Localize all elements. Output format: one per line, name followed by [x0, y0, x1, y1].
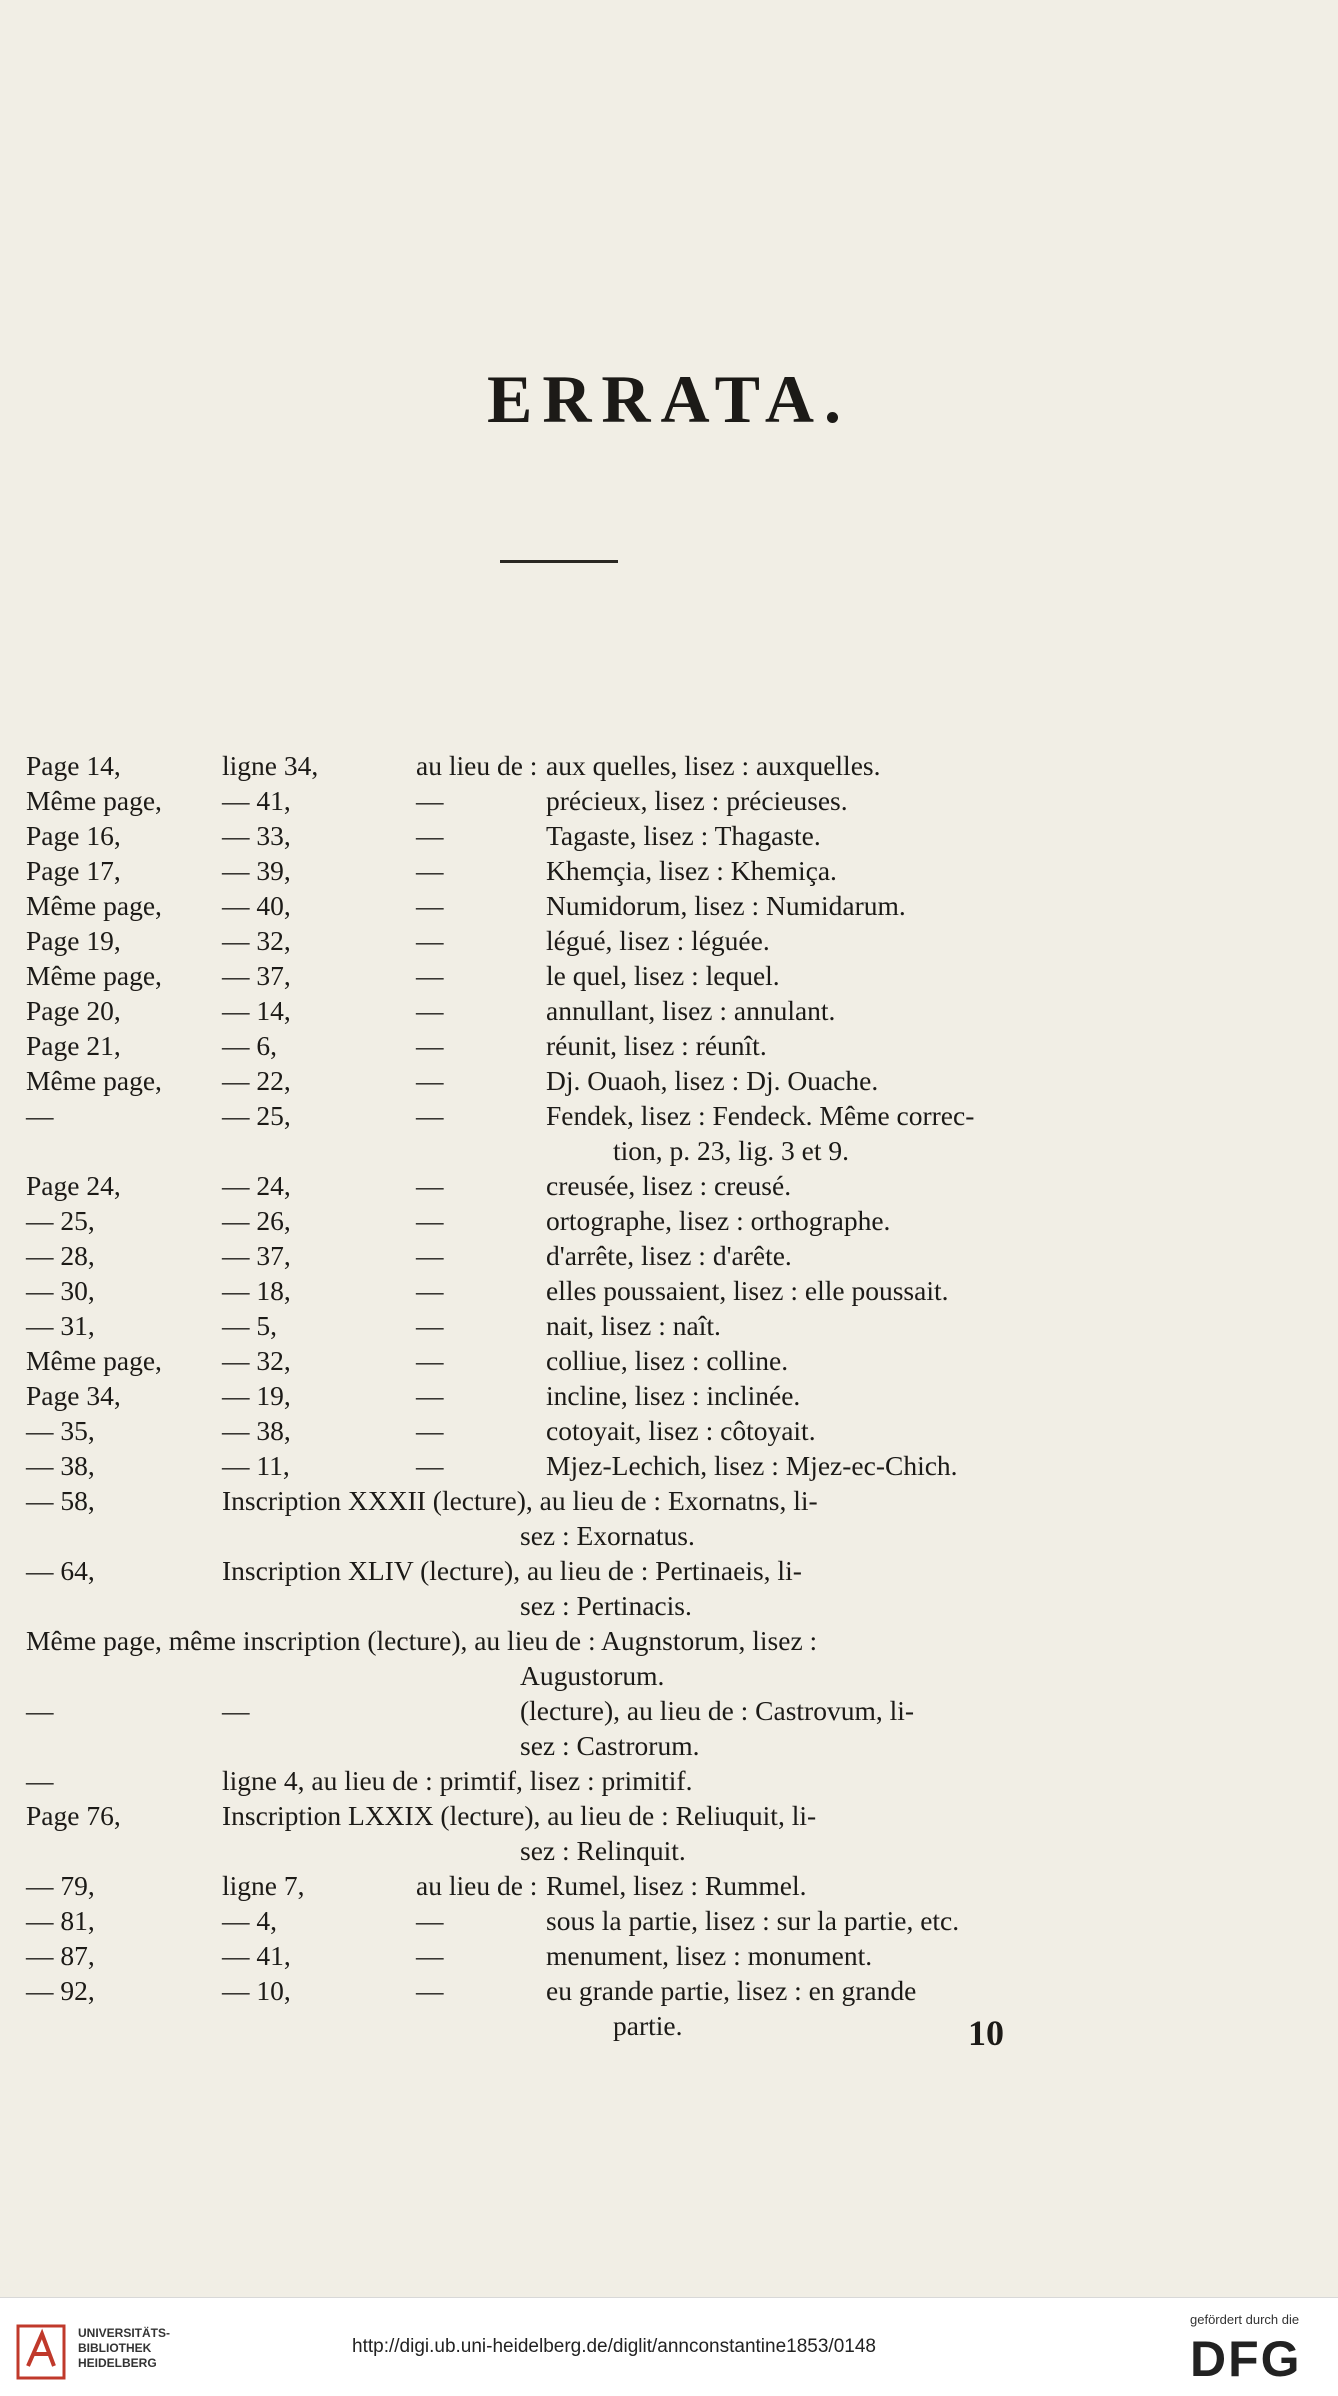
errata-cell-a: Page 19,	[26, 925, 121, 956]
errata-cell-c: —	[416, 960, 444, 991]
errata-cell-c: —	[416, 820, 444, 851]
errata-cell-b: — 41,	[222, 1940, 291, 1971]
university-library-logo-icon[interactable]	[14, 2322, 68, 2382]
errata-cell-b: — 14,	[222, 995, 291, 1026]
errata-cell-a: — 64,	[26, 1555, 95, 1586]
errata-cell-a: Page 17,	[26, 855, 121, 886]
errata-cell-wide: Inscription XXXII (lecture), au lieu de : Exornatns, li-	[222, 1485, 818, 1516]
errata-cell-d: précieux, lisez : précieuses.	[546, 785, 848, 816]
errata-cell-a: — 92,	[26, 1975, 95, 2006]
errata-row	[26, 1308, 1116, 1343]
errata-cell-a: — 58,	[26, 1485, 95, 1516]
errata-cell-a: —	[26, 1695, 54, 1726]
errata-row	[26, 783, 1116, 818]
errata-cell-d: Khemçia, lisez : Khemiça.	[546, 855, 837, 886]
errata-cell-a: — 38,	[26, 1450, 95, 1481]
errata-cell-a: — 81,	[26, 1905, 95, 1936]
errata-row	[26, 1693, 1116, 1728]
errata-row	[26, 1938, 1116, 1973]
funded-by-label: gefördert durch die	[1190, 2312, 1300, 2327]
errata-cell-b: — 39,	[222, 855, 291, 886]
errata-cell-wide: Inscription XLIV (lecture), au lieu de : Pertinaeis, li-	[222, 1555, 802, 1586]
errata-cell-d: le quel, lisez : lequel.	[546, 960, 780, 991]
errata-cell-b: — 6,	[222, 1030, 277, 1061]
errata-row	[26, 1973, 1116, 2008]
errata-cell-a: Même page,	[26, 1345, 162, 1376]
errata-cell-b: — 4,	[222, 1905, 277, 1936]
errata-cell-a: —	[26, 1765, 54, 1796]
errata-cell-b: — 40,	[222, 890, 291, 921]
dfg-logo[interactable]: DFG	[1190, 2331, 1302, 2387]
errata-cell-c: au lieu de :	[416, 750, 538, 781]
errata-cell-d: elles poussaient, lisez : elle poussait.	[546, 1275, 949, 1306]
errata-cell-a: —	[26, 1100, 54, 1131]
errata-cell-b: — 41,	[222, 785, 291, 816]
errata-cell-c: —	[416, 855, 444, 886]
errata-cell-d: creusée, lisez : creusé.	[546, 1170, 792, 1201]
errata-row	[26, 1203, 1116, 1238]
errata-cell-d: eu grande partie, lisez : en grande	[546, 1975, 917, 2006]
errata-cell-a: Page 20,	[26, 995, 121, 1026]
errata-cell-c: —	[416, 1380, 444, 1411]
errata-row	[26, 888, 1116, 923]
errata-row	[26, 1518, 1116, 1553]
errata-row	[26, 1483, 1116, 1518]
title-rule	[500, 560, 618, 563]
errata-row	[26, 2008, 1116, 2043]
errata-cell-b: — 10,	[222, 1975, 291, 2006]
errata-cell-b: ligne 34,	[222, 750, 319, 781]
errata-cell-c: —	[416, 1240, 444, 1271]
errata-cell-wide: Inscription LXXIX (lecture), au lieu de : Reliuquit, li-	[222, 1800, 817, 1831]
errata-list	[26, 748, 1116, 2043]
errata-cell-cont2: sez : Castrorum.	[520, 1730, 700, 1761]
errata-cell-full: Même page, même inscription (lecture), au lieu de : Augnstorum, lisez :	[26, 1625, 818, 1656]
errata-cell-c: au lieu de :	[416, 1870, 538, 1901]
errata-cell-b: — 32,	[222, 1345, 291, 1376]
errata-row	[26, 1728, 1116, 1763]
page-number: 10	[968, 2013, 1004, 2053]
errata-cell-c: —	[416, 1345, 444, 1376]
errata-cell-d: d'arrête, lisez : d'arête.	[546, 1240, 792, 1271]
page-title: ERRATA.	[486, 361, 852, 437]
errata-row	[26, 1763, 1116, 1798]
errata-cell-d: réunit, lisez : réunît.	[546, 1030, 767, 1061]
errata-cell-b: — 24,	[222, 1170, 291, 1201]
errata-cell-d: aux quelles, lisez : auxquelles.	[546, 750, 881, 781]
errata-cell-b: — 32,	[222, 925, 291, 956]
errata-cell-d: nait, lisez : naît.	[546, 1310, 721, 1341]
errata-cell-a: — 28,	[26, 1240, 95, 1271]
errata-row	[26, 1658, 1116, 1693]
errata-cell-d: Fendek, lisez : Fendeck. Même correc-	[546, 1100, 975, 1131]
errata-cell-a: — 87,	[26, 1940, 95, 1971]
errata-cell-c: —	[416, 1415, 444, 1446]
errata-cell-b: — 19,	[222, 1380, 291, 1411]
errata-cell-a: — 35,	[26, 1415, 95, 1446]
errata-cell-c: —	[416, 1275, 444, 1306]
errata-cell-b: — 33,	[222, 820, 291, 851]
errata-row	[26, 1378, 1116, 1413]
errata-cell-c: —	[416, 1940, 444, 1971]
errata-row	[26, 958, 1116, 993]
errata-cell-d: Tagaste, lisez : Thagaste.	[546, 820, 821, 851]
document-url-link[interactable]: http://digi.ub.uni-heidelberg.de/diglit/annconstantine1853/0148	[352, 2336, 876, 2357]
errata-cell-c: —	[416, 995, 444, 1026]
errata-row	[26, 1413, 1116, 1448]
viewer-footer	[0, 2297, 1338, 2396]
errata-cell-a: Même page,	[26, 960, 162, 991]
errata-cell-a: Page 24,	[26, 1170, 121, 1201]
errata-cell-b: — 18,	[222, 1275, 291, 1306]
errata-cell-b: — 5,	[222, 1310, 277, 1341]
errata-cell-d: incline, lisez : inclinée.	[546, 1380, 801, 1411]
errata-cell-cont2: sez : Exornatus.	[520, 1520, 695, 1551]
errata-cell-c: —	[416, 1205, 444, 1236]
errata-cell-b: — 22,	[222, 1065, 291, 1096]
errata-row	[26, 748, 1116, 783]
errata-cell-a: — 31,	[26, 1310, 95, 1341]
errata-cell-a: Même page,	[26, 1065, 162, 1096]
errata-cell-d: Mjez-Lechich, lisez : Mjez-ec-Chich.	[546, 1450, 958, 1481]
errata-row	[26, 1868, 1116, 1903]
errata-cell-c: —	[416, 1030, 444, 1061]
errata-cell-cont2: sez : Relinquit.	[520, 1835, 686, 1866]
errata-row	[26, 1028, 1116, 1063]
errata-cell-d: légué, lisez : léguée.	[546, 925, 770, 956]
errata-cell-cont: tion, p. 23, lig. 3 et 9.	[613, 1135, 850, 1166]
errata-cell-cont2: sez : Pertinacis.	[520, 1590, 692, 1621]
library-name: UNIVERSITÄTS- BIBLIOTHEK HEIDELBERG	[78, 2326, 171, 2370]
errata-row	[26, 1098, 1116, 1133]
errata-cell-b: — 37,	[222, 960, 291, 991]
errata-cell-c: —	[416, 1905, 444, 1936]
errata-row	[26, 1553, 1116, 1588]
errata-cell-wide: ligne 4, au lieu de : primtif, lisez : primitif.	[222, 1765, 693, 1796]
errata-cell-b: — 25,	[222, 1100, 291, 1131]
errata-cell-a: Page 34,	[26, 1380, 121, 1411]
errata-cell-c: —	[416, 1450, 444, 1481]
errata-cell-d: colliue, lisez : colline.	[546, 1345, 789, 1376]
errata-cell-cont3: Augustorum.	[520, 1660, 665, 1691]
errata-cell-d: Dj. Ouaoh, lisez : Dj. Ouache.	[546, 1065, 879, 1096]
errata-cell-d: Numidorum, lisez : Numidarum.	[546, 890, 906, 921]
errata-cell-wide2: (lecture), au lieu de : Castrovum, li-	[520, 1695, 915, 1726]
errata-cell-d: sous la partie, lisez : sur la partie, etc.	[546, 1905, 960, 1936]
errata-cell-a: Page 21,	[26, 1030, 121, 1061]
errata-cell-a: Page 16,	[26, 820, 121, 851]
errata-row	[26, 818, 1116, 853]
errata-cell-a: Page 14,	[26, 750, 121, 781]
errata-row	[26, 993, 1116, 1028]
errata-cell-d: Rumel, lisez : Rummel.	[546, 1870, 807, 1901]
errata-row	[26, 1133, 1116, 1168]
errata-cell-b: — 38,	[222, 1415, 291, 1446]
errata-row	[26, 1623, 1116, 1658]
errata-cell-c: —	[416, 1100, 444, 1131]
errata-row	[26, 1063, 1116, 1098]
errata-row	[26, 1588, 1116, 1623]
errata-cell-c: —	[416, 1065, 444, 1096]
errata-cell-c: —	[416, 1310, 444, 1341]
errata-cell-a: — 30,	[26, 1275, 95, 1306]
errata-row	[26, 853, 1116, 888]
errata-row	[26, 1448, 1116, 1483]
errata-cell-a: — 25,	[26, 1205, 95, 1236]
errata-row	[26, 1343, 1116, 1378]
errata-cell-d: menument, lisez : monument.	[546, 1940, 873, 1971]
errata-cell-a: — 79,	[26, 1870, 95, 1901]
errata-row	[26, 1798, 1116, 1833]
errata-cell-b: —	[222, 1695, 250, 1726]
errata-cell-d: annullant, lisez : annulant.	[546, 995, 836, 1026]
errata-cell-b: — 11,	[222, 1450, 290, 1481]
errata-cell-c: —	[416, 1975, 444, 2006]
errata-cell-a: Même page,	[26, 890, 162, 921]
errata-cell-d: cotoyait, lisez : côtoyait.	[546, 1415, 816, 1446]
errata-cell-c: —	[416, 890, 444, 921]
errata-row	[26, 1238, 1116, 1273]
errata-row	[26, 1273, 1116, 1308]
errata-row	[26, 1903, 1116, 1938]
errata-cell-cont: partie.	[613, 2010, 683, 2041]
errata-cell-a: Même page,	[26, 785, 162, 816]
errata-cell-b: — 37,	[222, 1240, 291, 1271]
errata-cell-d: ortographe, lisez : orthographe.	[546, 1205, 891, 1236]
errata-cell-a: Page 76,	[26, 1800, 121, 1831]
errata-row	[26, 923, 1116, 958]
errata-cell-b: ligne 7,	[222, 1870, 305, 1901]
errata-cell-b: — 26,	[222, 1205, 291, 1236]
errata-cell-c: —	[416, 925, 444, 956]
errata-cell-c: —	[416, 785, 444, 816]
errata-cell-c: —	[416, 1170, 444, 1201]
errata-row	[26, 1833, 1116, 1868]
errata-row	[26, 1168, 1116, 1203]
